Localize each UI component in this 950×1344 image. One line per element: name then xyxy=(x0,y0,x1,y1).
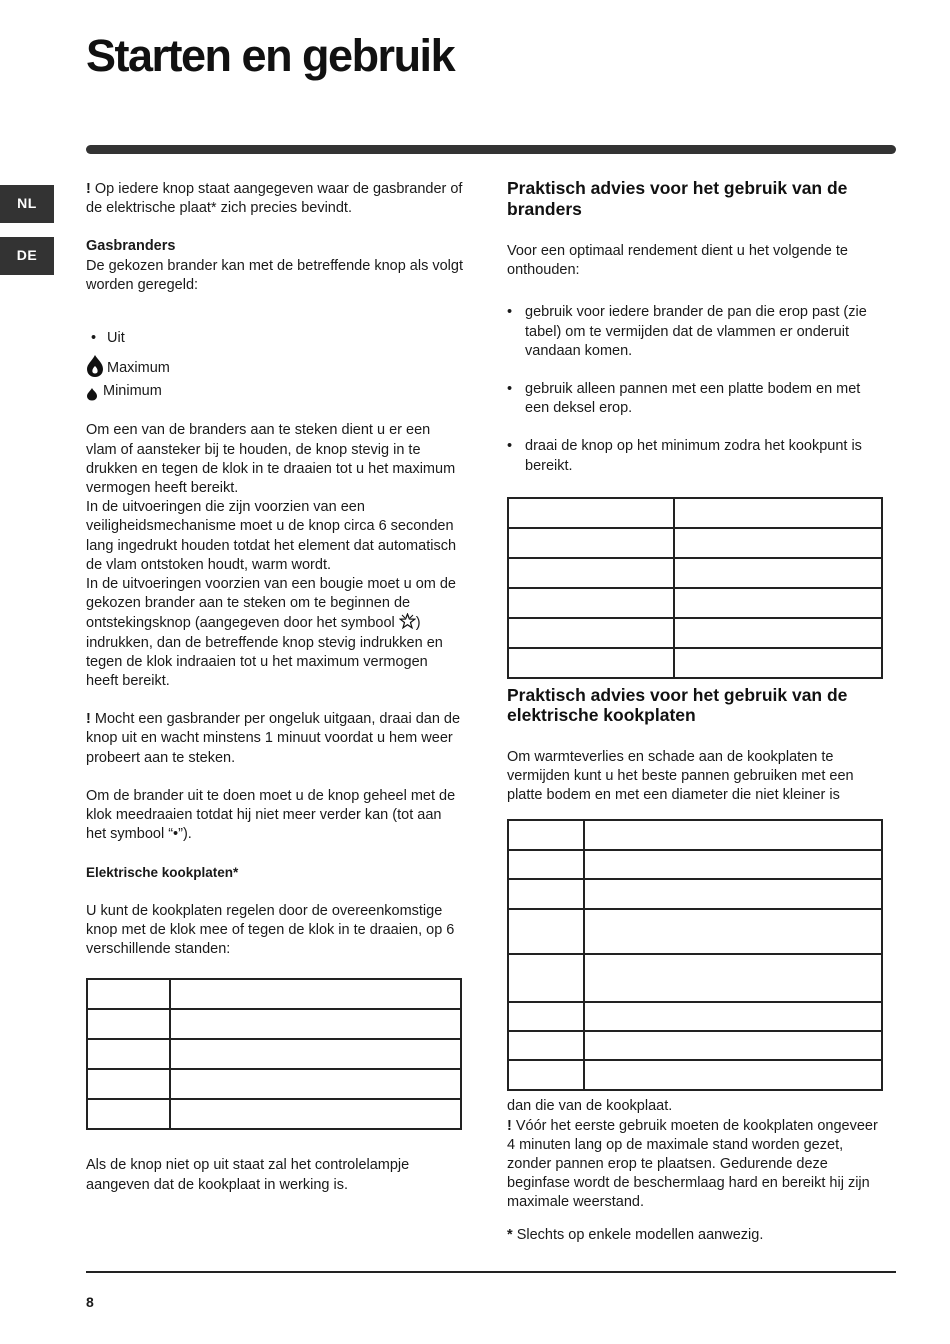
large-flame-icon xyxy=(86,354,104,378)
table-row xyxy=(508,820,882,850)
footnote: * Slechts op enkele modellen aanwezig. xyxy=(507,1226,764,1243)
gas-burners-heading: Gasbranders xyxy=(86,238,176,255)
table-row xyxy=(508,1002,882,1031)
bullet-dot-icon: • xyxy=(507,381,513,398)
notice-mark: ! xyxy=(507,1117,512,1134)
table-row xyxy=(508,498,882,528)
table-row xyxy=(508,588,882,618)
left-column xyxy=(86,180,464,1195)
electric-plates-heading: Elektrische kookplaten* xyxy=(86,865,239,881)
language-tab-de[interactable]: DE xyxy=(0,237,54,275)
table-row xyxy=(508,1031,882,1060)
table-row xyxy=(508,909,882,954)
burner-pan-table xyxy=(507,497,883,679)
bullet-dot-icon: • xyxy=(91,330,97,347)
table-row xyxy=(87,1099,461,1129)
plate-diameter-table xyxy=(507,819,883,1091)
setting-minimum: Minimum xyxy=(86,382,464,401)
bullet-dot-icon: • xyxy=(507,304,513,321)
control-lamp-paragraph: Als de knop niet op uit staat zal het controlelampje aangeven dat de kookplaat in werking is. xyxy=(86,1157,410,1193)
small-flame-icon xyxy=(86,387,98,401)
list-item: • gebruik alleen pannen met een platte bodem en met een deksel erop. xyxy=(507,380,887,418)
table-row xyxy=(508,850,882,879)
ignition-star-icon xyxy=(399,613,416,629)
page-number: 8 xyxy=(86,1294,94,1310)
setting-maximum: Maximum xyxy=(86,354,464,378)
turn-off-paragraph: Om de brander uit te doen moet u de knop geheel met de klok meedraaien totdat hij niet meer verder kan (tot aan het symbool “•”). xyxy=(86,787,456,843)
ignite-paragraph-2: In de uitvoeringen die zijn voorzien van een veiligheidsmechanisme moet u de knop circa 6 seconden lang ingedrukt houden totdat het element dat automatisch de vlam ontstoken houdt, warm wordt. xyxy=(86,499,457,573)
list-item: • gebruik voor iedere brander de pan die erop past (zie tabel) om te vermijden dat de vlammen er onderuit vandaan komen. xyxy=(507,303,887,361)
footer-rule xyxy=(86,1271,896,1273)
language-tab-nl[interactable]: NL xyxy=(0,185,54,223)
burners-advice-intro: Voor een optimaal rendement dient u het volgende te onthouden: xyxy=(507,243,848,279)
electric-plates-text: U kunt de kookplaten regelen door de overeenkomstige knop met de klok mee of tegen de klok in te draaien, op 6 verschillende standen: xyxy=(86,902,455,958)
table-row xyxy=(508,1060,882,1090)
plates-advice-continuation: dan die van de kookplaat. xyxy=(507,1098,673,1115)
table-row xyxy=(508,954,882,1002)
table-row xyxy=(508,648,882,678)
ignite-paragraph-1: Om een van de branders aan te steken dient u er een vlam of aansteker bij te houden, de knop stevig in te drukken en tegen de klok in te draaien tot u het maximum vermogen heeft bereikt. xyxy=(86,422,456,497)
electric-settings-table xyxy=(86,978,462,1130)
first-use-paragraph: ! Vóór het eerste gebruik moeten de kookplaten ongeveer 4 minuten lang op de maximale stand worden gezet, zonder pannen erop te plaatsen. Gedurende deze beginfase wordt de beschermlaag hard en bereikt hij zijn maximale weerstand. xyxy=(507,1117,878,1211)
table-row xyxy=(508,528,882,558)
list-item: • draai de knop op het minimum zodra het kookpunt is bereikt. xyxy=(507,437,887,475)
table-row xyxy=(508,558,882,588)
table-row xyxy=(87,1009,461,1039)
table-row xyxy=(87,979,461,1009)
gas-burners-text: De gekozen brander kan met de betreffende knop als volgt worden geregeld: xyxy=(86,257,463,293)
burners-advice-heading: Praktisch advies voor het gebruik van de branders xyxy=(507,178,848,219)
notice-mark: ! xyxy=(86,181,91,197)
ignite-paragraph-3: In de uitvoeringen voorzien van een bougie moet u om de gekozen brander aan te steken om te beginnen de ontstekingsknop (aangegeven door het symbool ) indrukken, dan de betreffende knop stevig indrukken en tegen de klok indraaien tot u het maximum vermogen heeft bereikt. xyxy=(86,576,456,690)
table-row xyxy=(508,618,882,648)
plates-advice-heading: Praktisch advies voor het gebruik van de elektrische kookplaten xyxy=(507,684,848,726)
bullet-dot-icon: • xyxy=(507,438,513,455)
plates-advice-intro: Om warmteverlies en schade aan de kookplaten te vermijden kunt u het beste pannen gebruiken met een platte bodem en met een diameter die niet kleiner is xyxy=(507,748,854,804)
footnote-mark: * xyxy=(507,1226,513,1243)
warning-paragraph: ! Mocht een gasbrander per ongeluk uitgaan, draai dan de knop uit en wacht minstens 1 minuut voordat u hem weer probeert aan te steken. xyxy=(86,711,461,766)
table-row xyxy=(87,1069,461,1099)
warning-mark: ! xyxy=(86,711,91,728)
table-row xyxy=(508,879,882,909)
right-column xyxy=(507,178,887,1245)
header-rule xyxy=(86,145,896,154)
page-title: Starten en gebruik xyxy=(86,30,455,81)
table-row xyxy=(87,1039,461,1069)
setting-off: • Uit xyxy=(86,329,464,348)
intro-paragraph: ! Op iedere knop staat aangegeven waar de gasbrander of de elektrische plaat* zich precies bevindt. xyxy=(86,181,463,217)
